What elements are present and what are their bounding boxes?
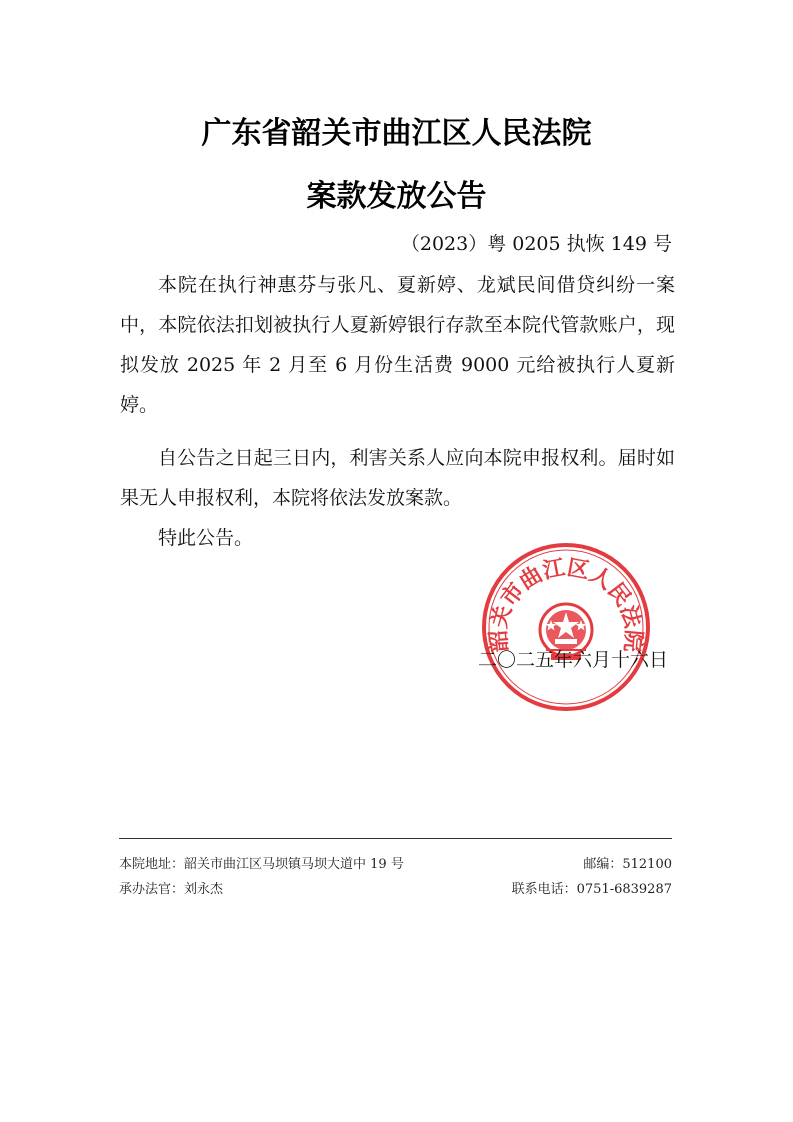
court-seal-stamp xyxy=(481,542,651,712)
phone-value: 0751-6839287 xyxy=(576,882,672,897)
footer-row-contact xyxy=(119,878,672,897)
paragraph-main: 本院在执行神惠芬与张凡、夏新婷、龙斌民间借贷纠纷一案中，本院依法扣划被执行人夏新婷银行存款至本院代管款账户，现拟发放 2025 年 2 月至 6 月份生活费 9000 元给被执行人夏新婷。 xyxy=(120,274,675,416)
footer-divider xyxy=(119,838,672,839)
postcode-block xyxy=(583,853,672,872)
handler-label: 承办法官： xyxy=(119,882,185,897)
footer-row-address xyxy=(119,853,672,872)
address-label: 本院地址： xyxy=(119,857,185,872)
paragraph-claim-notice: 自公告之日起三日内，利害关系人应向本院申报权利。届时如果无人申报权利，本院将依法发放案款。 xyxy=(120,447,675,509)
court-name-heading: 广东省韶关市曲江区人民法院 xyxy=(201,116,592,151)
issue-date: 二〇二五年六月十六日 xyxy=(477,649,668,671)
postcode-value: 512100 xyxy=(622,857,672,872)
handler-name: 刘永杰 xyxy=(184,882,224,897)
seal-lettering: 韶关市曲江区人民法院 xyxy=(485,554,647,654)
postcode-label: 邮编： xyxy=(583,857,623,872)
document-title: 案款发放公告 xyxy=(306,179,487,214)
paragraph-closing: 特此公告。 xyxy=(158,527,254,549)
court-address: 韶关市曲江区马坝镇马坝大道中 19 号 xyxy=(184,857,404,872)
case-number: （2023）粤 0205 执恢 149 号 xyxy=(400,233,672,255)
phone-block xyxy=(512,878,672,897)
phone-label: 联系电话： xyxy=(511,882,577,897)
